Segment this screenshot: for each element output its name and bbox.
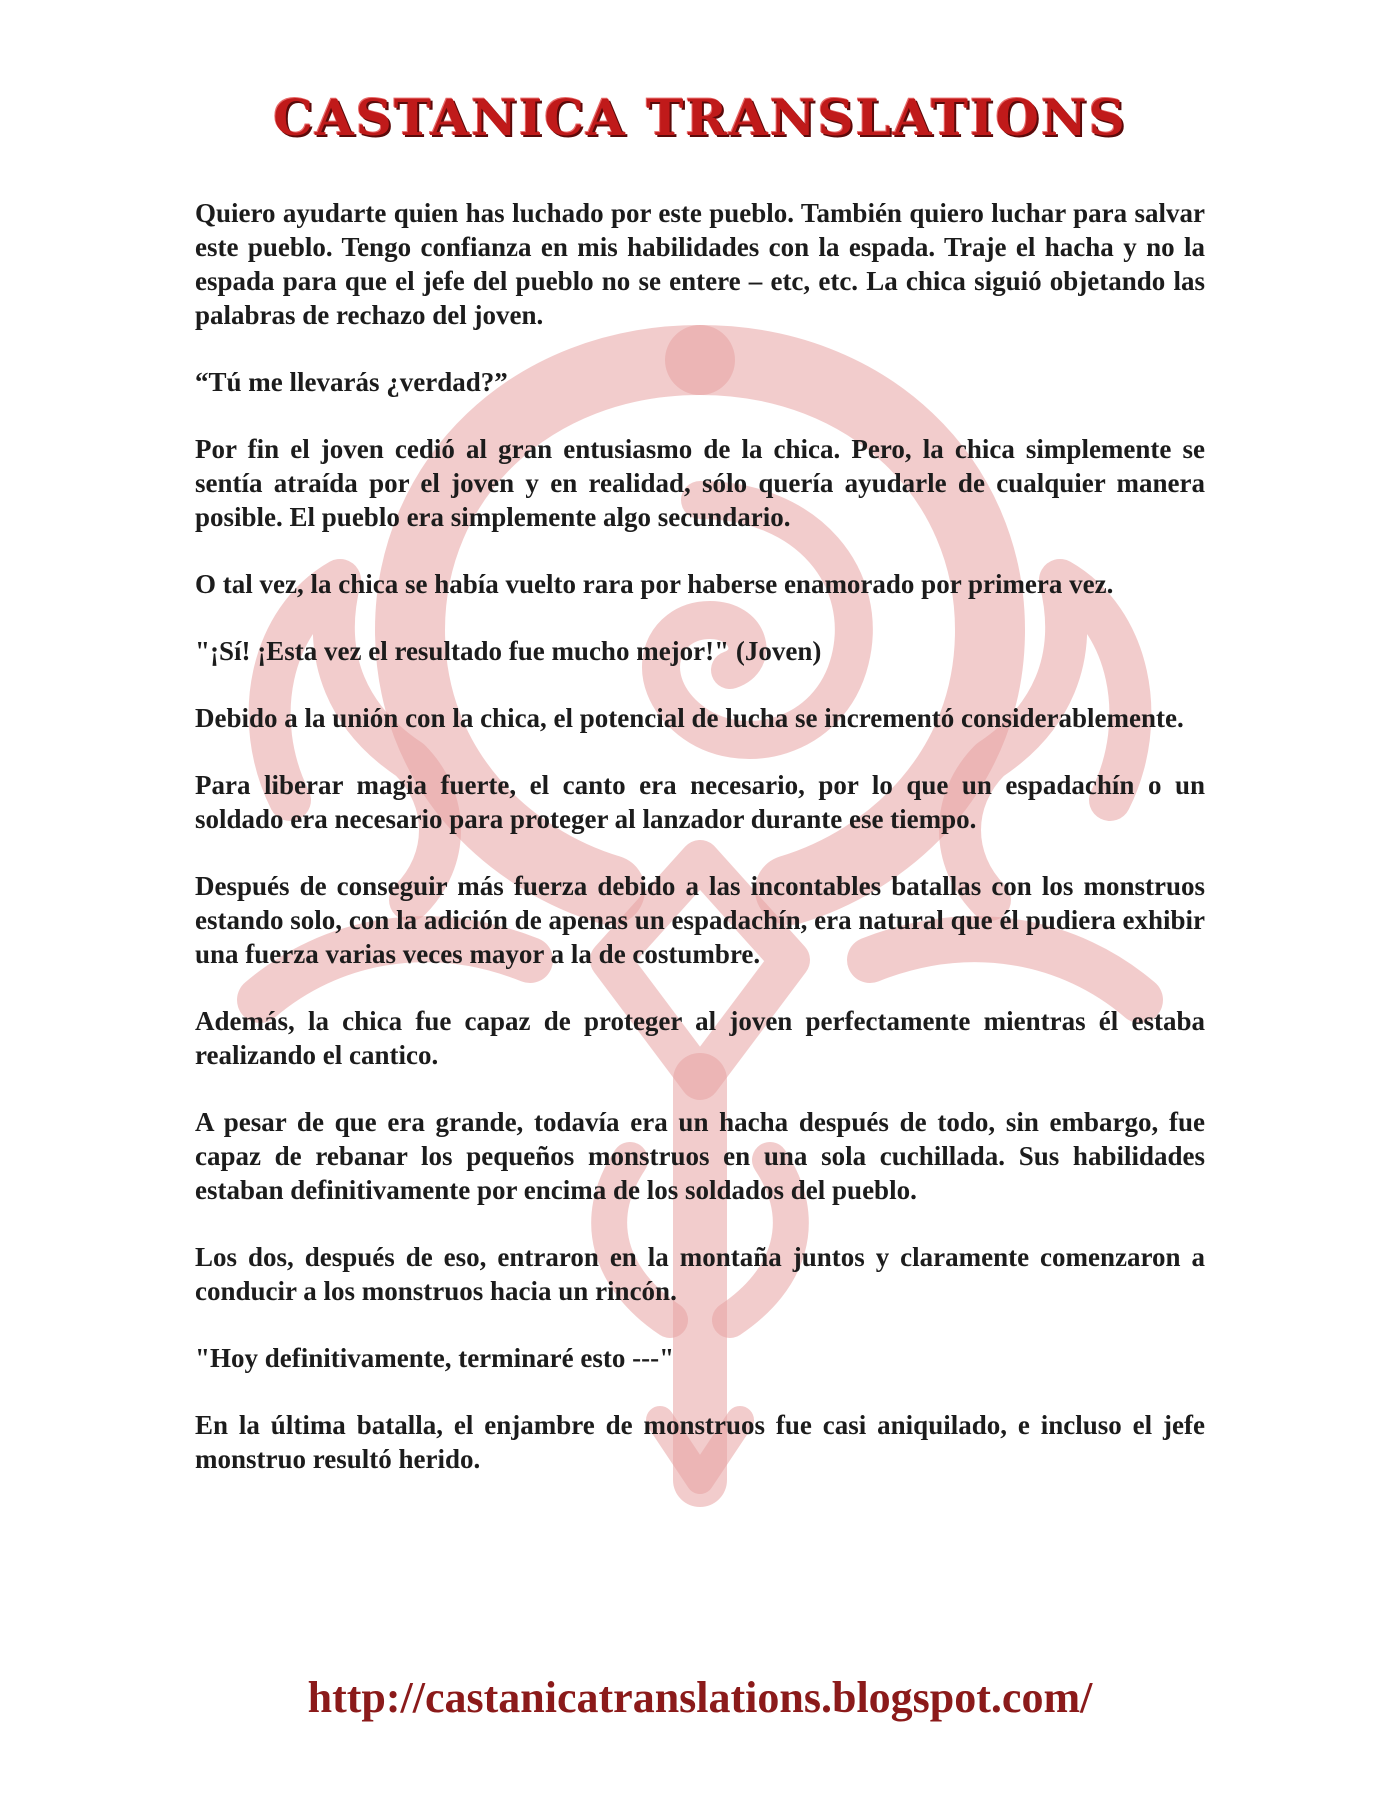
paragraph: Quiero ayudarte quien has luchado por este pueblo. También quiero luchar para salvar este pueblo. Tengo confianza en mis habilidades con la espada. Traje el hacha y no la espada para que el jefe del pueblo no se entere – etc, etc. La chica siguió objetando las palabras de rechazo del joven. [195,198,1205,330]
paragraph: Para liberar magia fuerte, el canto era necesario, por lo que un espadachín o un soldado era necesario para proteger al lanzador durante ese tiempo. [195,770,1205,834]
paragraph: A pesar de que era grande, todavía era un hacha después de todo, sin embargo, fue capaz de rebanar los pequeños monstruos en una sola cuchillada. Sus habilidades estaban definitivamente por encima de los soldados del pueblo. [195,1107,1205,1205]
paragraph: "¡Sí! ¡Esta vez el resultado fue mucho mejor!" (Joven) [195,636,822,666]
paragraph: “Tú me llevarás ¿verdad?” [195,367,508,397]
paragraph: O tal vez, la chica se había vuelto rara por haberse enamorado por primera vez. [195,569,1114,599]
blog-url-link[interactable]: http://castanicatranslations.blogspot.com/ [307,1673,1093,1722]
paragraph: Después de conseguir más fuerza debido a las incontables batallas con los monstruos estando solo, con la adición de apenas un espadachín, era natural que él pudiera exhibir una fuerza varias veces mayor a la de costumbre. [195,871,1205,969]
paragraph: Los dos, después de eso, entraron en la montaña juntos y claramente comenzaron a conducir a los monstruos hacia un rincón. [195,1242,1205,1306]
paragraph: Por fin el joven cedió al gran entusiasmo de la chica. Pero, la chica simplemente se sentía atraída por el joven y en realidad, sólo quería ayudarle de cualquier manera posible. El pueblo era simplemente algo secundario. [195,434,1205,532]
document-body [195,196,1205,1509]
paragraph: Además, la chica fue capaz de proteger al joven perfectamente mientras él estaba realizando el cantico. [195,1006,1205,1070]
paragraph: En la última batalla, el enjambre de monstruos fue casi aniquilado, e incluso el jefe monstruo resultó herido. [195,1410,1205,1474]
page-title: CASTANICA TRANSLATIONS [273,88,1127,147]
paragraph: Debido a la unión con la chica, el potencial de lucha se incrementó considerablemente. [195,703,1184,733]
paragraph: "Hoy definitivamente, terminaré esto ---" [195,1343,675,1373]
